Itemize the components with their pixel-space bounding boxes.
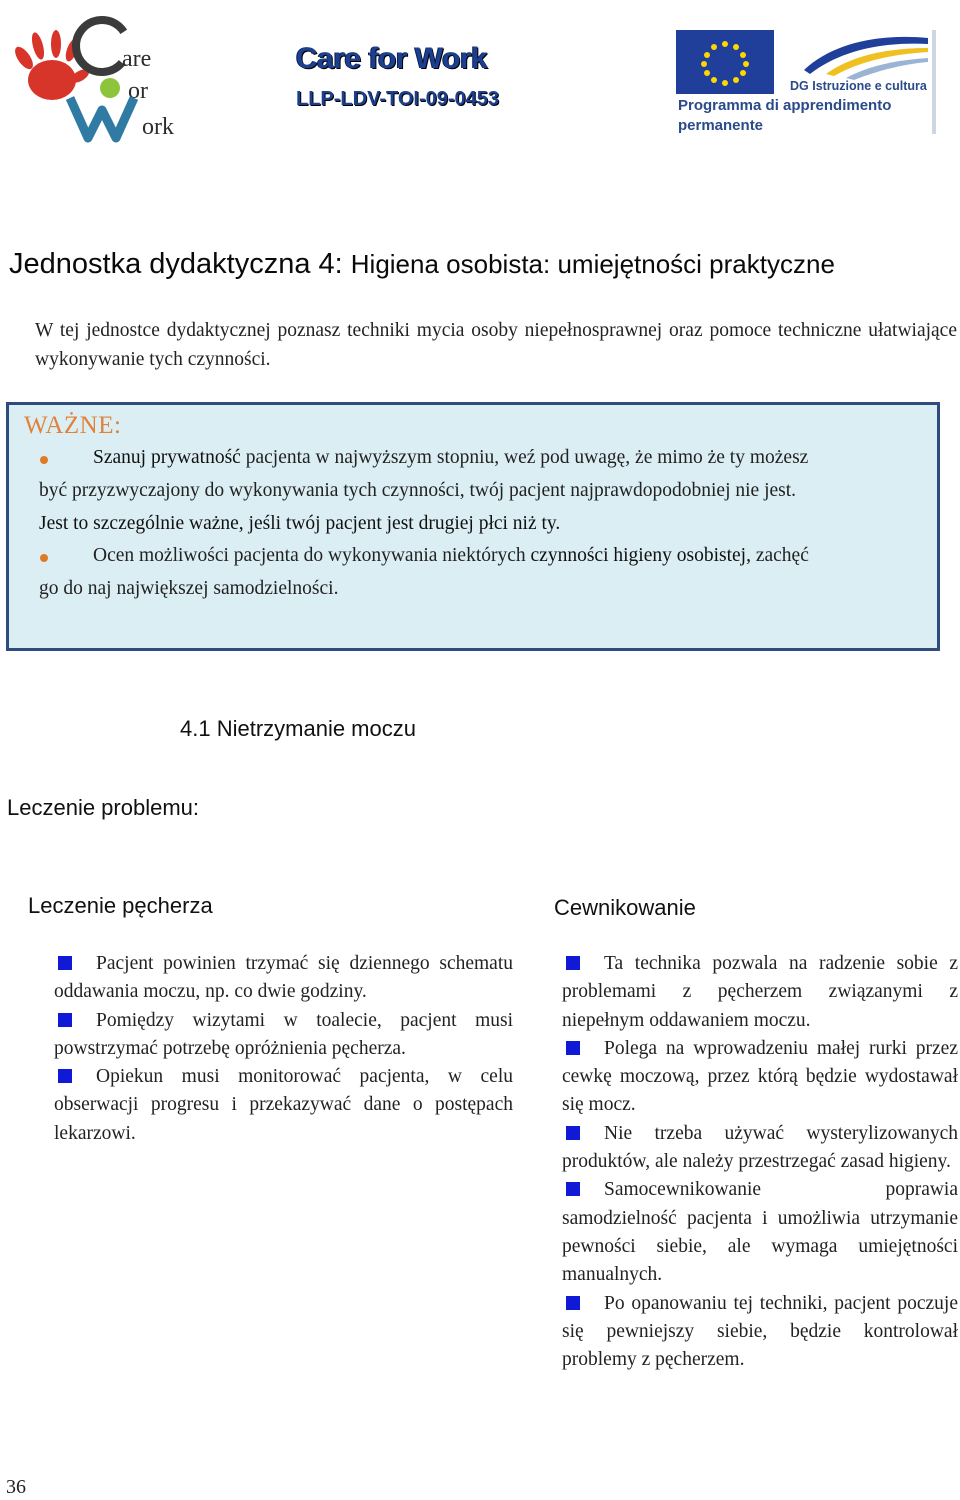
important-b2-start: Ocen możliwości pacjenta do wykonywania niektórych [93,545,531,566]
list-item [562,1035,958,1120]
list-item-text: Samocewnikowanie poprawia samodzielność pacjenta i umożliwia utrzymanie pewności siebie, ale wymaga umiejętności manualnych. [562,1179,958,1286]
square-bullet-icon [566,1126,580,1140]
section-title: 4.1 Nietrzymanie moczu [180,716,416,741]
list-item [562,950,958,1035]
important-bullet-1-line2: być przyzwyczajony do wykonywania tych czynności, twój pacjent najprawdopodobniej nie jest. [39,480,797,501]
important-bullet-1 [93,447,808,469]
list-item-text: Pacjent powinien trzymać się dziennego schematu oddawania moczu, np. co dwie godziny. [54,953,513,1003]
list-item [54,950,513,1007]
page-number: 36 [6,1476,26,1498]
logo-word-care: are [122,46,152,72]
important-bullet-2 [93,545,809,567]
right-column-title: Cewnikowanie [554,895,696,920]
list-item [562,1176,958,1289]
left-column-list [54,950,513,1148]
unit-title-main: Jednostka dydaktyczna 4: [9,248,351,280]
eu-program-logo [676,30,938,136]
list-item-text: Ta technika pozwala na radzenie sobie z problemami z pęcherzem związanymi z niepełnym oddawaniem moczu. [562,953,958,1031]
bullet-dot-icon [40,456,48,464]
square-bullet-icon [58,956,72,970]
swoosh-icon [804,37,928,80]
intro-paragraph: W tej jednostce dydaktycznej poznasz techniki mycia osoby niepełnosprawnej oraz pomoce techniczne ułatwiające wykonywanie tych czynności. [35,320,957,370]
logo-title: Care for Work [296,42,488,75]
important-heading: WAŻNE: [24,412,122,439]
square-bullet-icon [566,956,580,970]
important-bullet-2-line2: go do naj największej samodzielności. [39,578,339,599]
list-item-text: Po opanowaniu tej techniki, pacjent poczuje się pewniejszy siebie, będzie kontrolował problemy z pęcherzem. [562,1292,958,1371]
important-b2-strong: czynności higieny osobistej, [530,545,751,566]
square-bullet-icon [566,1296,580,1310]
square-bullet-icon [566,1182,580,1196]
square-bullet-icon [566,1041,580,1055]
right-column-list [562,950,958,1374]
eu-program-line1: Programma di apprendimento [678,97,892,114]
unit-title-sub: Higiena osobista: umiejętności praktyczne [350,249,835,279]
list-item-text: Opiekun musi monitorować pacjenta, w celu obserwacji progresu i przekazywać dane o postępach lekarzowi. [54,1066,513,1144]
important-b1-strong: Szanuj prywatność [93,447,241,468]
logo-word-work: ork [142,114,174,140]
eu-program-line2: permanente [678,117,764,134]
left-column-title: Leczenie pęcherza [28,893,213,918]
important-bullet-1-line3: Jest to szczególnie ważne, jeśli twój pacjent jest drugiej płci niż ty. [39,513,561,534]
list-item [562,1120,958,1177]
square-bullet-icon [58,1069,72,1083]
list-item-text: Nie trzeba używać wysterylizowanych produktów, ale należy przestrzegać zasad higieny. [562,1122,958,1173]
eu-dg-text: DG Istruzione e cultura [790,79,927,93]
logo-word-for: or [128,78,148,104]
important-b2-end: zachęć [750,545,809,566]
list-item-text: Pomiędzy wizytami w toalecie, pacjent musi powstrzymać potrzebę opróżnienia pęcherza. [54,1009,513,1059]
care-for-work-logo [10,6,210,146]
bullet-dot-icon [40,554,48,562]
unit-title [9,248,959,281]
square-bullet-icon [58,1013,72,1027]
list-item [562,1290,958,1375]
list-item-text: Polega na wprowadzeniu małej rurki przez cewkę moczową, przez którą będzie wydostawał się mocz. [562,1037,958,1116]
list-item [54,1007,513,1064]
problem-label: Leczenie problemu: [7,795,200,820]
project-code: LLP-LDV-TOI-09-0453 [296,88,500,110]
list-item [54,1063,513,1148]
important-b1-rest: pacjenta w najwyższym stopniu, weź pod uwagę, że mimo że ty możesz [240,447,809,468]
